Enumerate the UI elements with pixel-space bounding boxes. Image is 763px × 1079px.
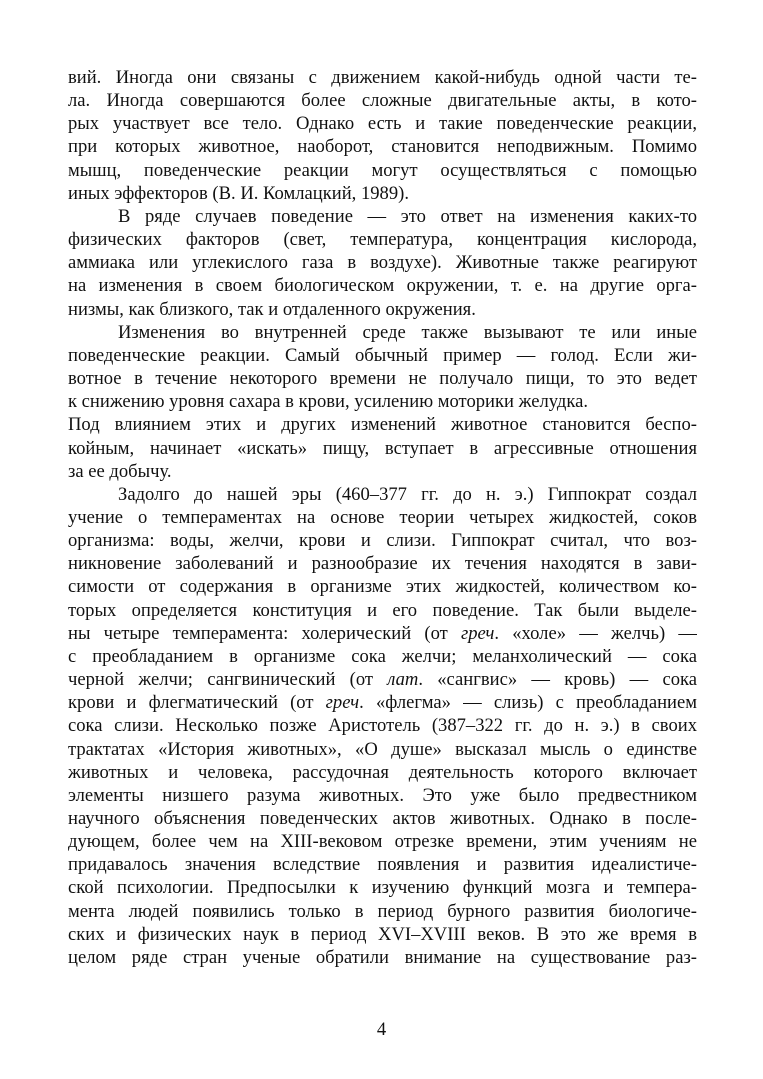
text-segment: торых определяется конституция и его поведение. Так были выделе-	[68, 599, 697, 621]
text-segment: ских и физических наук в период XVI–XVIII веков. В это же время в	[68, 923, 697, 945]
paragraph	[68, 205, 697, 321]
text-segment: койным, начинает «искать» пищу, вступает в агрессивные отношения	[68, 437, 697, 459]
text-line	[68, 691, 697, 714]
text-segment: вотное в течение некоторого времени не получало пищи, то это ведет	[68, 368, 697, 390]
text-segment: трактатах «История животных», «О душе» высказал мысль о единстве	[68, 738, 697, 760]
text-segment: мышц, поведенческие реакции могут осуществляться с помощью	[68, 159, 697, 181]
text-line	[68, 876, 697, 899]
text-line	[68, 182, 697, 205]
text-segment: ны четыре темперамента: холерический (от	[68, 622, 461, 644]
text-segment: В ряде случаев поведение — это ответ на изменения каких-то	[118, 205, 697, 227]
text-line	[68, 668, 697, 691]
text-line	[68, 321, 697, 344]
text-line	[68, 599, 697, 622]
text-segment: аммиака или углекислого газа в воздухе). Животные также реагируют	[68, 252, 697, 274]
text-segment: целом ряде стран ученые обратили внимание на существование раз-	[68, 946, 697, 968]
text-segment: с преобладанием в организме сока желчи; меланхолический — сока	[68, 645, 697, 667]
text-line	[68, 529, 697, 552]
text-line	[68, 761, 697, 784]
text-line	[68, 251, 697, 274]
text-line	[68, 645, 697, 668]
text-segment: при которых животное, наоборот, становится неподвижным. Помимо	[68, 136, 697, 158]
text-segment: ской психологии. Предпосылки к изучению функций мозга и темпера-	[68, 877, 697, 899]
text-segment: сока слизи. Несколько позже Аристотель (387–322 гг. до н. э.) в своих	[68, 715, 697, 737]
text-segment: иных эффекторов (В. И. Комлацкий, 1989).	[68, 182, 409, 204]
text-line	[68, 575, 697, 598]
text-segment: рых участвует все тело. Однако есть и такие поведенческие реакции,	[68, 113, 697, 135]
text-segment: симости от содержания в организме этих жидкостей, количеством ко-	[68, 576, 697, 598]
text-segment: животных и человека, рассудочная деятельность которого включает	[68, 761, 697, 783]
text-segment: черной желчи; сангвинический (от	[68, 669, 388, 691]
text-line	[68, 807, 697, 830]
text-segment: низмы, как близкого, так и отдаленного окружения.	[68, 298, 476, 320]
text-segment: . «флегма» — слизь) с преобладанием	[359, 692, 697, 714]
paragraph	[68, 66, 697, 205]
text-segment: придавалось значения вследствие появления и развития идеалистиче-	[68, 854, 697, 876]
text-segment: Изменения во внутренней среде также вызывают те или иные	[118, 321, 697, 343]
text-line	[68, 413, 697, 436]
text-line	[68, 900, 697, 923]
text-segment: ла. Иногда совершаются более сложные двигательные акты, в кото-	[68, 90, 697, 112]
text-line	[68, 714, 697, 737]
text-line	[68, 483, 697, 506]
text-segment: на изменения в своем биологическом окружении, т. е. на другие орга-	[68, 275, 697, 297]
text-segment: дующем, более чем на XIII-вековом отрезке времени, этим учениям не	[68, 831, 697, 853]
text-segment: . «сангвис» — кровь) — сока	[418, 669, 697, 691]
text-line	[68, 135, 697, 158]
text-line	[68, 298, 697, 321]
text-line	[68, 112, 697, 135]
text-line	[68, 552, 697, 575]
paragraph	[68, 483, 697, 969]
text-line	[68, 830, 697, 853]
page-number: 4	[376, 1019, 387, 1040]
text-line	[68, 460, 697, 483]
text-line	[68, 344, 697, 367]
text-segment: крови и флегматический (от	[68, 692, 326, 714]
text-line	[68, 784, 697, 807]
text-segment: организма: воды, желчи, крови и слизи. Гиппократ считал, что воз-	[68, 530, 697, 552]
text-segment: элементы низшего разума животных. Это уже было предвестником	[68, 784, 697, 806]
text-line	[68, 853, 697, 876]
text-line	[68, 390, 697, 413]
italic-text: греч	[325, 692, 360, 714]
text-line	[68, 274, 697, 297]
text-segment: Задолго до нашей эры (460–377 гг. до н. э.) Гиппократ создал	[118, 483, 697, 505]
page-body	[68, 66, 697, 969]
text-segment: за ее добычу.	[68, 460, 172, 482]
text-segment: вий. Иногда они связаны с движением какой-нибудь одной части те-	[68, 67, 697, 88]
text-line	[68, 437, 697, 460]
text-segment: Под влиянием этих и других изменений животное становится беспо-	[68, 414, 697, 436]
text-line	[68, 66, 697, 89]
text-line	[68, 622, 697, 645]
text-segment: . «холе» — желчь) —	[494, 622, 697, 644]
text-segment: поведенческие реакции. Самый обычный пример — голод. Если жи-	[68, 344, 697, 366]
text-segment: мента людей появились только в период бурного развития биологиче-	[68, 900, 697, 922]
paragraph	[68, 321, 697, 414]
text-line	[68, 946, 697, 969]
text-line	[68, 506, 697, 529]
text-line	[68, 923, 697, 946]
text-segment: к снижению уровня сахара в крови, усилению моторики желудка.	[68, 391, 588, 413]
text-line	[68, 738, 697, 761]
text-line	[68, 228, 697, 251]
text-line	[68, 159, 697, 182]
italic-text: лат	[387, 669, 419, 691]
text-segment: физических факторов (свет, температура, концентрация кислорода,	[68, 229, 697, 251]
text-segment: никновение заболеваний и разнообразие их течения находятся в зави-	[68, 553, 697, 575]
text-segment: учение о темпераментах на основе теории четырех жидкостей, соков	[68, 506, 697, 528]
text-line	[68, 367, 697, 390]
text-segment: научного объяснения поведенческих актов животных. Однако в после-	[68, 808, 697, 829]
paragraph	[68, 413, 697, 482]
text-line	[68, 205, 697, 228]
text-line	[68, 89, 697, 112]
italic-text: греч	[460, 622, 495, 644]
